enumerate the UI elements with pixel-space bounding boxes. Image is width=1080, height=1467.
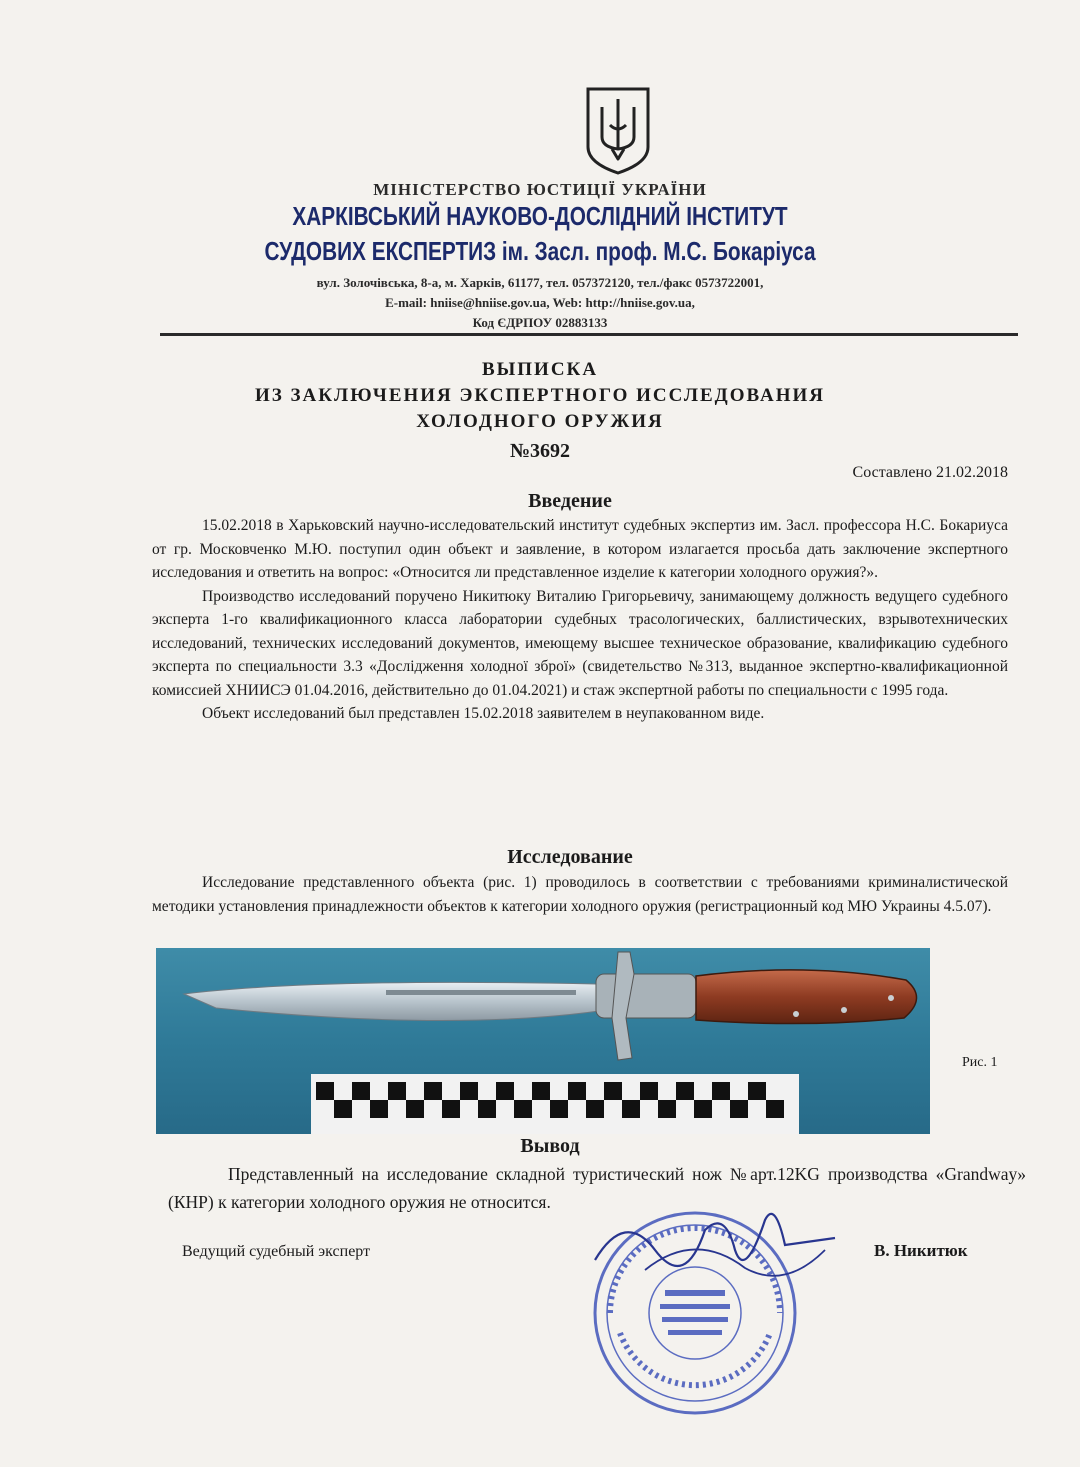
trident-emblem-icon — [582, 85, 654, 175]
institute-name-line1: ХАРКІВСЬКИЙ НАУКОВО-ДОСЛІДНИЙ ІНСТИТУТ — [292, 201, 788, 231]
doc-number: №3692 — [509, 440, 571, 462]
ministry-name: МІНІСТЕРСТВО ЮСТИЦІЇ УКРАЇНИ — [373, 180, 707, 199]
figure-caption: Рис. 1 — [962, 1055, 998, 1070]
contacts-line: E-mail: hniise@hniise.gov.ua, Web: http://hniise.gov.ua, — [385, 295, 695, 310]
edrpou-code: Код ЄДРПОУ 02883133 — [472, 315, 608, 330]
conclusion-heading: Вывод — [520, 1135, 580, 1157]
doc-subtitle-line1: ИЗ ЗАКЛЮЧЕНИЯ ЭКСПЕРТНОГО ИССЛЕДОВАНИЯ — [254, 385, 826, 406]
handwritten-signature-icon — [585, 1190, 845, 1300]
scale-ruler — [311, 1074, 799, 1134]
knife-photo — [156, 948, 930, 1134]
doc-title: ВЫПИСКА — [481, 359, 599, 380]
intro-paragraph-1: 15.02.2018 в Харьковский научно-исследовательский институт судебных экспертиз им. Засл. профессора Н.С. Бокариуса от гр. Московченко М.Ю. поступил один объект и заявление, в котором излагается просьба дать заключение экспертного исследования и ответить на вопрос: «Относится ли представленное изделие к категории холодного оружия?». — [152, 517, 1008, 581]
address-line1: вул. Золочівська, 8-а, м. Харків, 61177, тел. 057372120, тел./факс 0573722001, — [316, 275, 764, 290]
intro-heading: Введение — [528, 490, 612, 512]
intro-text — [152, 514, 1008, 726]
research-heading: Исследование — [507, 846, 633, 868]
expert-role: Ведущий судебный эксперт — [182, 1243, 371, 1260]
knife-illustration — [156, 948, 930, 1134]
expert-name: В. Никитюк — [874, 1241, 968, 1260]
compile-date: Составлено 21.02.2018 — [852, 464, 1008, 481]
doc-subtitle-line2: ХОЛОДНОГО ОРУЖИЯ — [416, 411, 664, 432]
intro-paragraph-2: Производство исследований поручено Никитюку Виталию Григорьевичу, занимающему должность ведущего судебного эксперта 1-го квалификационного класса лаборатории судебных трасологических, баллистических, взрывотехнических исследований, технических исследований документов, имеющему высшее техническое образование, квалификацию судебного эксперта по специальности 3.3 «Дослідження холодної зброї» (свидетельство №313, выданное экспертно-квалификационной комиссией ХНИИСЭ 01.04.2016, действительно до 01.04.2021) и стаж экспертной работы по специальности с 1995 года. — [152, 587, 1008, 699]
conclusion-paragraph: Представленный на исследование складной туристический нож №арт.12KG производства «Grandway» (КНР) к категории холодного оружия не относится. — [168, 1164, 1026, 1212]
research-paragraph-1: Исследование представленного объекта (рис. 1) проводилось в соответствии с требованиями криминалистической методики установления принадлежности объектов к категории холодного оружия (регистрационный код МЮ Украины 4.5.07). — [152, 874, 1008, 915]
research-text — [152, 871, 1008, 918]
header-divider — [160, 333, 1018, 336]
intro-paragraph-3: Объект исследований был представлен 15.02.2018 заявителем в неупакованном виде. — [202, 705, 765, 722]
institute-name-line2: СУДОВИХ ЕКСПЕРТИЗ ім. Засл. проф. М.С. Бокаріуса — [264, 236, 816, 266]
